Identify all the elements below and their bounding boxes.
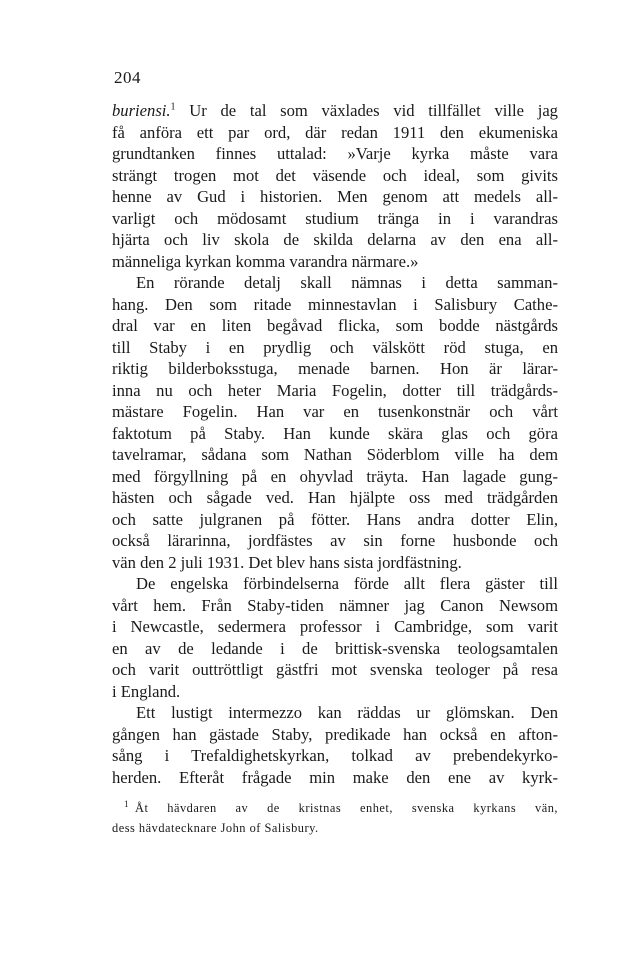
text-line: dral var en liten begåvad flicka, som bodde nästgårds (112, 316, 558, 335)
text-line: männeliga kyrkan komma varandra närmare.» (112, 251, 419, 271)
text-line: också lärarinna, jordfästes av sin forne husbonde och (112, 531, 558, 550)
page-number: 204 (114, 68, 141, 87)
latin-word: buriensi. (112, 101, 171, 120)
text-line: hästen och sågade ved. Han hjälpte oss med trädgården (112, 488, 558, 507)
text-line: och varit outtröttligt gästfri mot svenska teologer på resa (112, 660, 558, 679)
text-line: och satte julgranen på fötter. Hans andra dotter Elin, (112, 509, 558, 529)
text-line: herden. Efteråt frågade min make den ene av kyrk- (112, 767, 558, 787)
text-line: inna nu och heter Maria Fogelin, dotter till trädgårds- (112, 380, 558, 400)
text-line: henne av Gud i historien. Men genom att medels all- (112, 187, 558, 206)
text-line: sång i Trefaldighetskyrkan, tolkad av prebendekyrko- (112, 746, 558, 765)
text-line: riktig bilderboksstuga, menade barnen. Hon är lärar- (112, 359, 558, 378)
footnote-text-1: Åt hävdaren av de kristnas enhet, svenska kyrkans vän, (135, 801, 558, 815)
text-line: i England. (112, 681, 181, 701)
paragraph-start: De engelska förbindelserna förde allt flera gäster till (136, 574, 558, 593)
paragraph-start: En rörande detalj skall nämnas i detta samman- (136, 273, 558, 292)
footnote (112, 798, 558, 838)
text-line-1 (112, 100, 558, 122)
text-line-1-rest: Ur de tal som växlades vid tillfället ville jag (189, 101, 558, 120)
paragraph-start: Ett lustigt intermezzo kan räddas ur glömskan. Den (136, 703, 558, 722)
footnote-reference: 1 (170, 101, 176, 113)
text-line: vårt hem. Från Staby-tiden nämner jag Canon Newsom (112, 595, 558, 615)
text-line: faktotum på Staby. Han kunde skära glas och göra (112, 423, 558, 443)
footnote-line-2: dess hävdatecknare John of Salisbury. (112, 821, 319, 835)
text-line: tavelramar, sådana som Nathan Söderblom ville ha dem (112, 445, 558, 464)
text-line: vän den 2 juli 1931. Det blev hans sista jordfästning. (112, 552, 462, 572)
text-line: till Staby i en prydlig och välskött röd stuga, en (112, 337, 558, 357)
text-line: varligt och mödosamt studium tränga in i varandras (112, 208, 558, 228)
text-line: hjärta och liv skola de skilda delarna av den ena all- (112, 230, 558, 249)
footnote-line-1 (112, 798, 558, 818)
text-line: grundtanken finnes uttalad: »Varje kyrka måste vara (112, 144, 558, 163)
text-line: hang. Den som ritade minnestavlan i Salisbury Cathe- (112, 294, 558, 314)
text-line: strängt trogen mot det väsende och ideal, som givits (112, 165, 558, 185)
text-line: få anföra ett par ord, där redan 1911 den ekumeniska (112, 122, 558, 142)
text-line: gången han gästade Staby, predikade han också en afton- (112, 724, 558, 744)
footnote-mark: 1 (124, 798, 129, 809)
text-line: en av de ledande i de brittisk-svenska teologsamtalen (112, 638, 558, 658)
text-line: i Newcastle, sedermera professor i Cambridge, som varit (112, 617, 558, 636)
body-text (112, 100, 558, 788)
text-line: mästare Fogelin. Han var en tusenkonstnär och vårt (112, 402, 558, 421)
text-line: med förgyllning på en ohyvlad träyta. Han lagade gung- (112, 466, 558, 486)
